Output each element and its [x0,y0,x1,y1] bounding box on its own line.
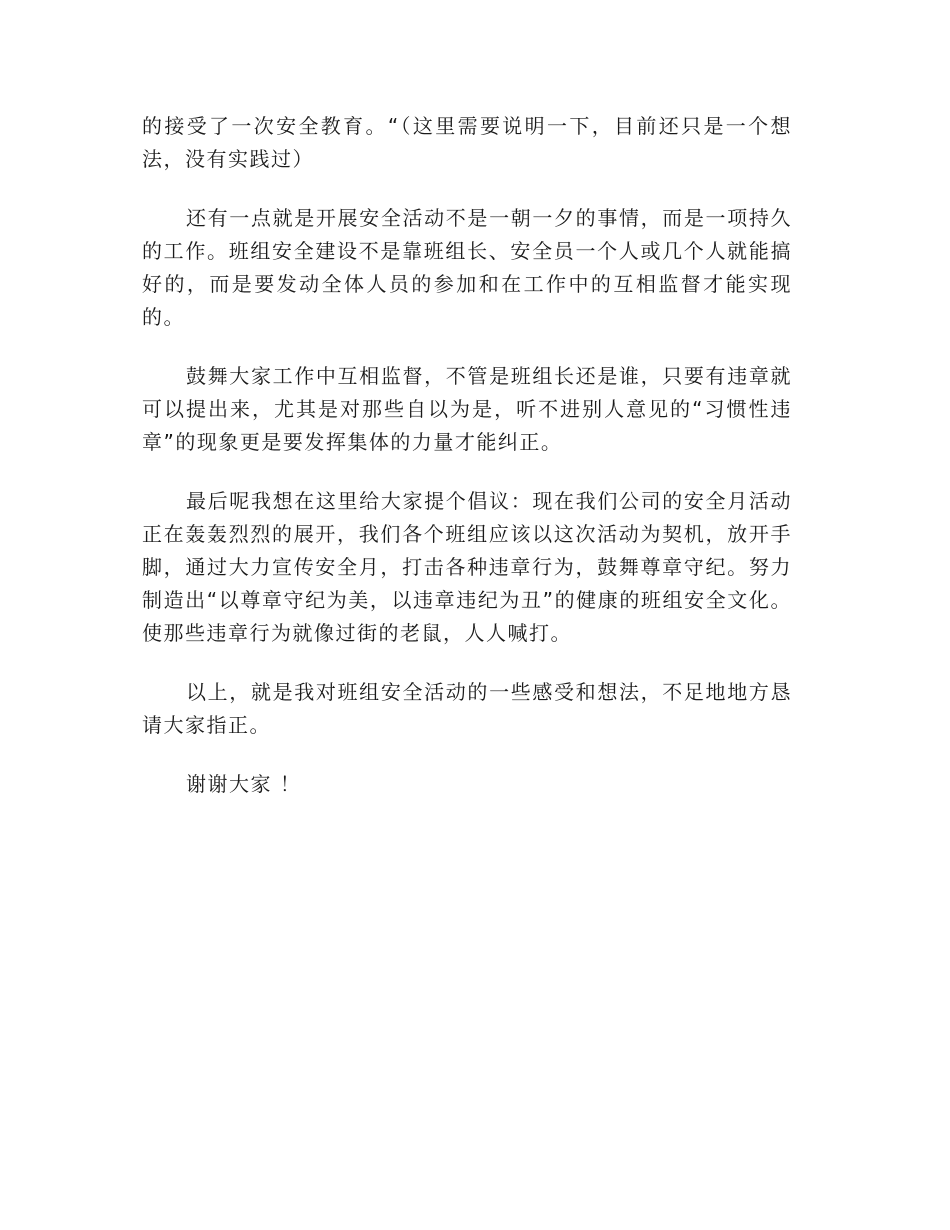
paragraph-conclusion: 以上，就是我对班组安全活动的一些感受和想法，不足地地方恳请大家指正。 [142,680,792,737]
paragraph-persistence: 还有一点就是开展安全活动不是一朝一夕的事情，而是一项持久的工作。班组安全建设不是靠班组长、安全员一个人或几个人就能搞好的，而是要发动全体人员的参加和在工作中的互相监督才能实现的。 [142,206,792,329]
paragraph-proposal: 最后呢我想在这里给大家提个倡议：现在我们公司的安全月活动正在轰轰烈烈的展开，我们各个班组应该以这次活动为契机，放开手脚，通过大力宣传安全月，打击各种违章行为，鼓舞尊章守纪。努力制造出“以尊章守纪为美，以违章违纪为丑”的健康的班组安全文化。使那些违章行为就像过街的老鼠，人人喊打。 [142,489,792,645]
document-body [142,110,792,827]
paragraph-mutual-supervision: 鼓舞大家工作中互相监督，不管是班组长还是谁，只要有违章就可以提出来，尤其是对那些自以为是，听不进别人意见的“习惯性违章”的现象更是要发挥集体的力量才能纠正。 [142,364,792,454]
paragraph-continuation: 的接受了一次安全教育。“（这里需要说明一下，目前还只是一个想法，没有实践过） [142,114,792,171]
paragraph-thanks: 谢谢大家 ！ [186,772,302,796]
